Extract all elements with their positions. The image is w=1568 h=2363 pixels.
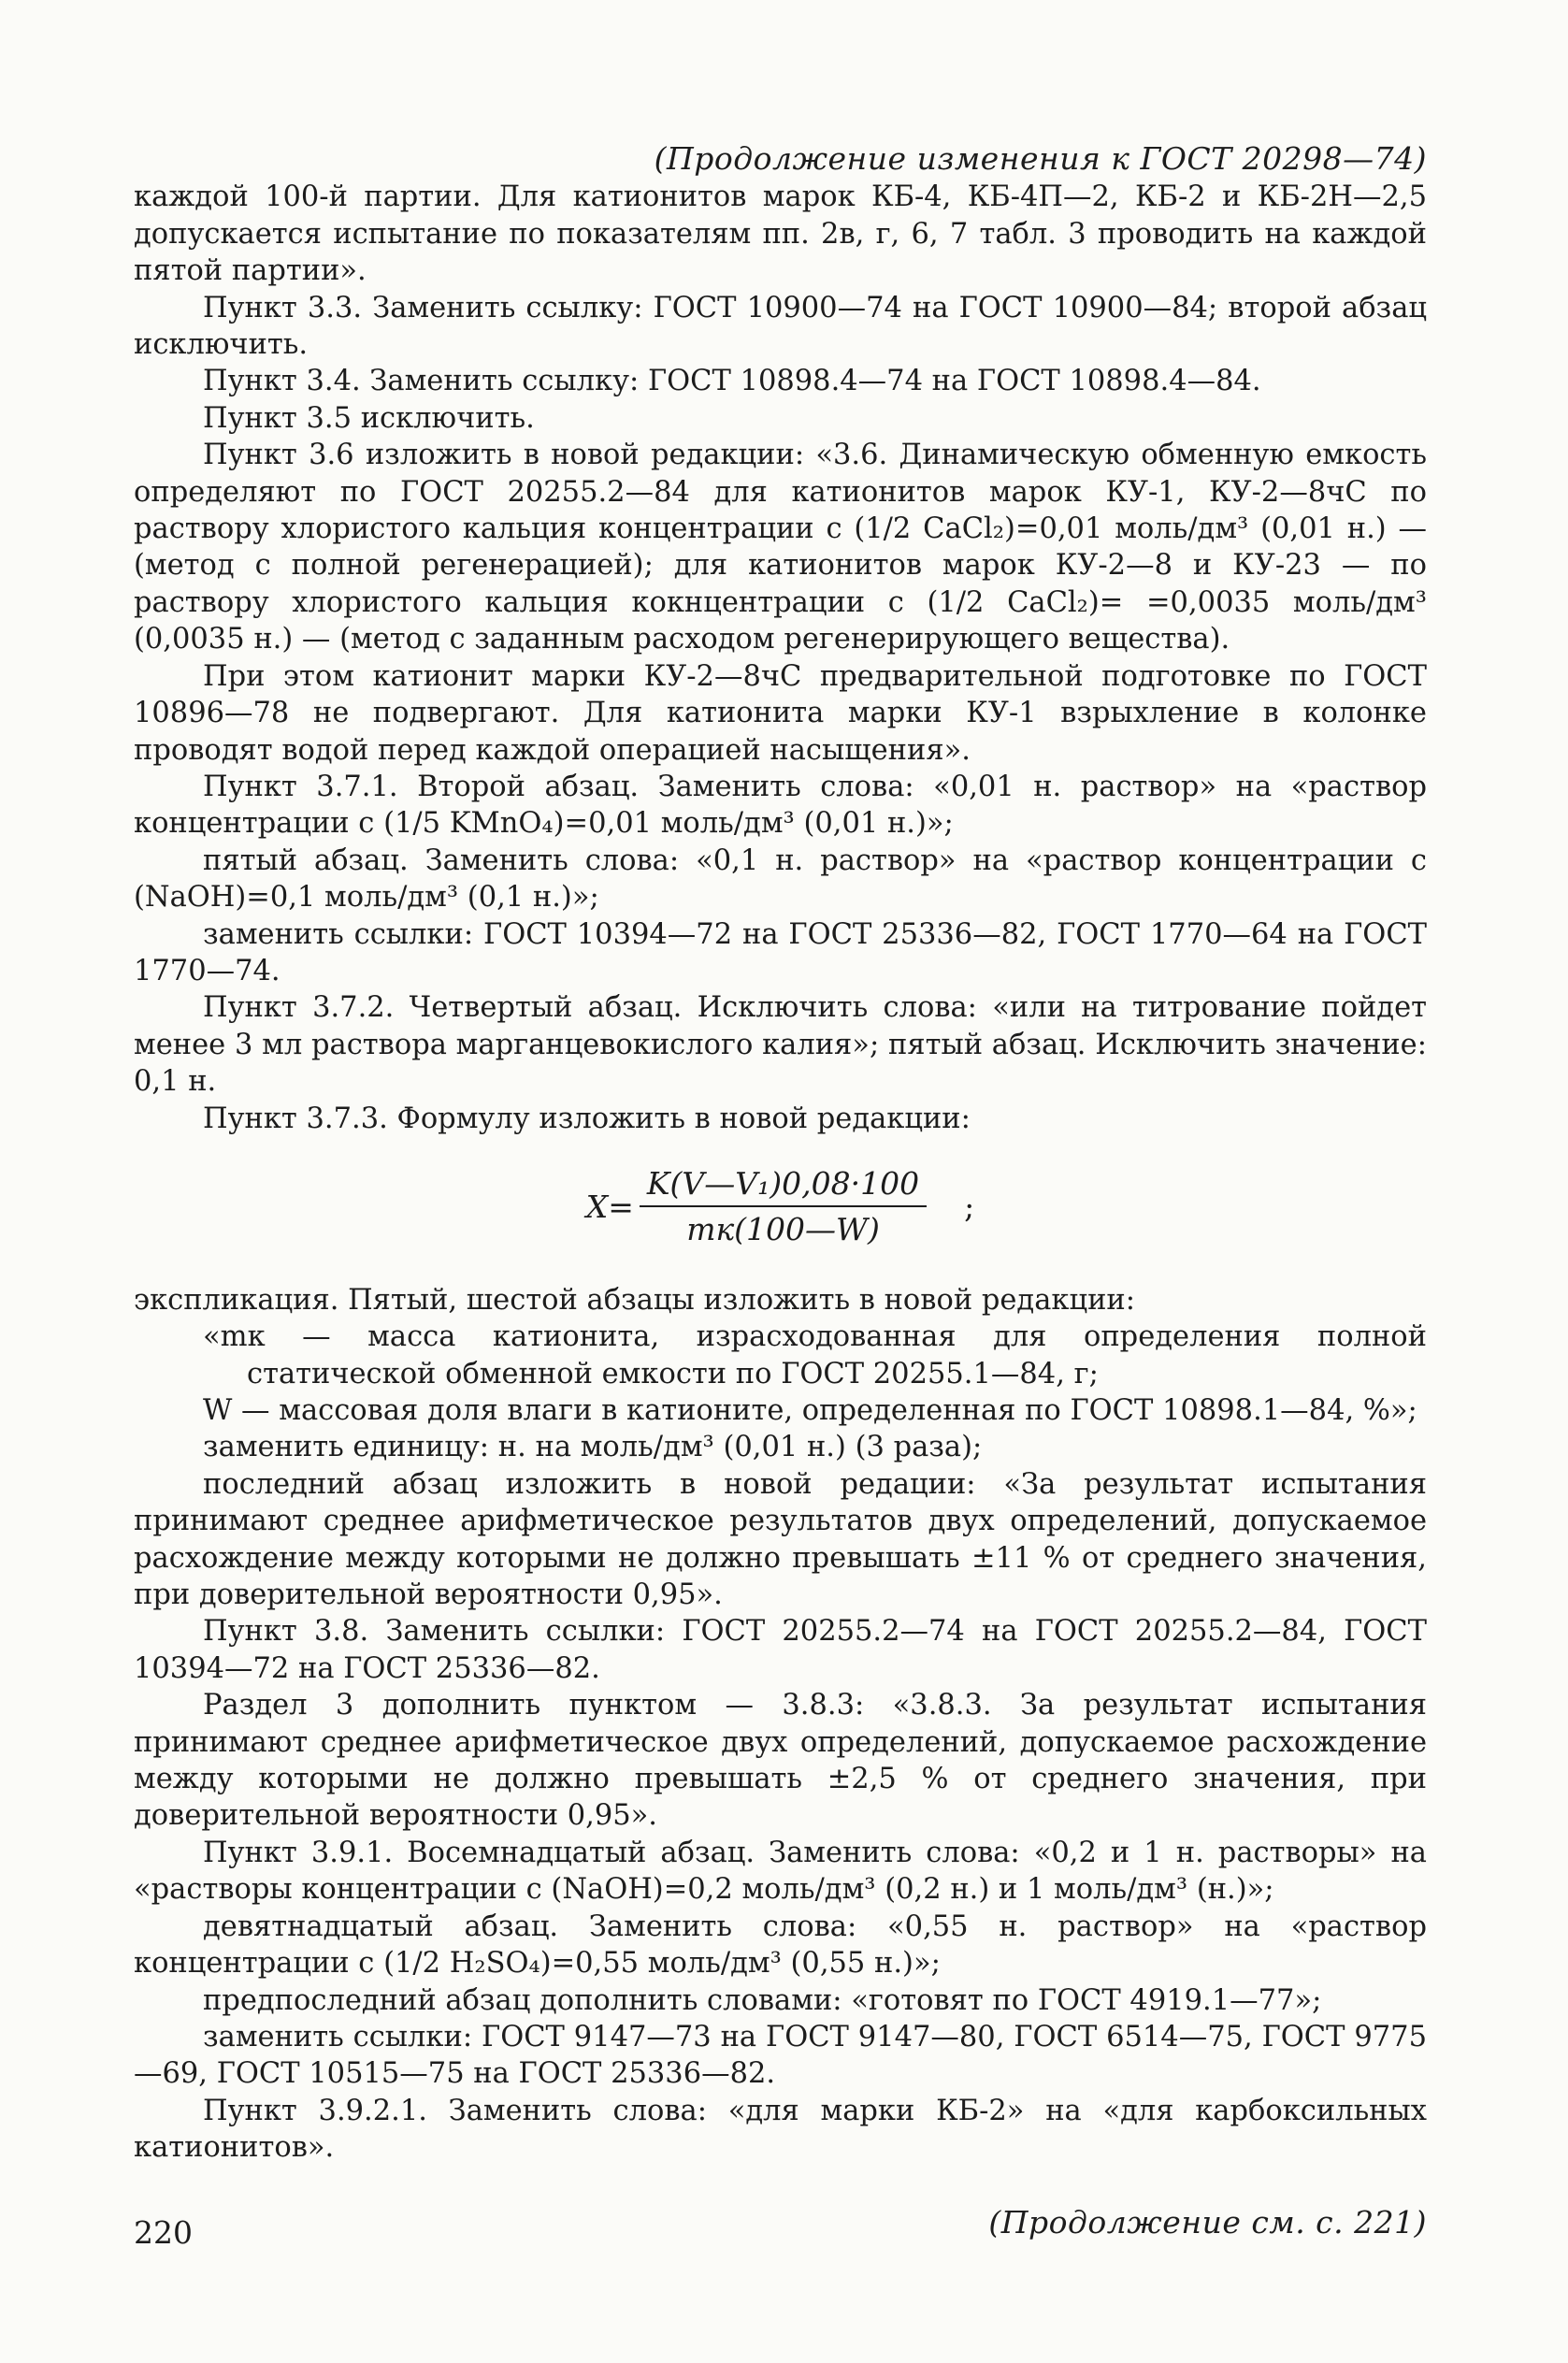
paragraph: Пункт 3.6 изложить в новой редакции: «3.6. Динамическую обменную емкость определяют по ГОСТ 20255.2—84 для катионитов марок КУ-1, КУ-2—8чС по раствору хлористого кальция концентрации с (1/2 CaCl₂)=0,01 моль/дм³ (0,01 н.) — (метод с полной регенерацией); для катионитов марок КУ-2—8 и КУ-23 — по раствору хлористого кальция кокнцентрации с (1/2 CaCl₂)= =0,0035 моль/дм³ (0,0035 н.) — (метод с заданным расходом регенерирующего вещества). bbox=[134, 439, 1427, 656]
formula-lhs: X= bbox=[585, 1188, 634, 1225]
formula-denominator: mк(100—W) bbox=[686, 1211, 880, 1248]
paragraphs-mid bbox=[134, 1282, 1427, 1318]
paragraph: заменить ссылки: ГОСТ 9147—73 на ГОСТ 9147—80, ГОСТ 6514—75, ГОСТ 9775—69, ГОСТ 10515—75 на ГОСТ 25336—82. bbox=[134, 2020, 1427, 2091]
paragraphs-top bbox=[134, 179, 1427, 1137]
paragraph: При этом катионит марки КУ-2—8чС предварительной подготовке по ГОСТ 10896—78 не подвергают. Для катионита марки КУ-1 взрыхление в колонке проводят водой перед каждой операцией насыщения». bbox=[134, 659, 1427, 767]
paragraph: Пункт 3.5 исключить. bbox=[203, 401, 535, 435]
paragraph: экспликация. Пятый, шестой абзацы изложить в новой редакции: bbox=[134, 1283, 1135, 1317]
text-column bbox=[134, 140, 1427, 2241]
definitions-list bbox=[134, 1318, 1427, 1429]
paragraph: Раздел 3 дополнить пунктом — 3.8.3: «3.8.3. За результат испытания принимают среднее арифметическое двух определений, допускаемое расхождение между которыми не должно превышать ±2,5 % от среднего значения, при доверительной вероятности 0,95». bbox=[134, 1689, 1427, 1833]
paragraph: пятый абзац. Заменить слова: «0,1 н. раствор» на «раствор концентрации с (NaOH)=0,1 моль/дм³ (0,1 н.)»; bbox=[134, 843, 1427, 915]
running-header: (Продолжение изменения к ГОСТ 20298—74) bbox=[654, 140, 1427, 177]
paragraph: Пункт 3.9.1. Восемнадцатый абзац. Заменить слова: «0,2 и 1 н. растворы» на «растворы концентрации с (NaOH)=0,2 моль/дм³ (0,2 н.) и 1 моль/дм³ (н.)»; bbox=[134, 1836, 1427, 1907]
definition-item: W — массовая доля влаги в катионите, определенная по ГОСТ 10898.1—84, %»; bbox=[203, 1394, 1417, 1427]
paragraph: девятнадцатый абзац. Заменить слова: «0,55 н. раствор» на «раствор концентрации с (1/2 H₂SO₄)=0,55 моль/дм³ (0,55 н.)»; bbox=[134, 1909, 1427, 1981]
paragraph: Пункт 3.8. Заменить ссылки: ГОСТ 20255.2—74 на ГОСТ 20255.2—84, ГОСТ 10394—72 на ГОСТ 25336—82. bbox=[134, 1615, 1427, 1685]
paragraph: Пункт 3.7.3. Формулу изложить в новой редакции: bbox=[203, 1102, 971, 1135]
paragraph: каждой 100-й партии. Для катионитов марок КБ-4, КБ-4П—2, КБ-2 и КБ-2Н—2,5 допускается испытание по показателям пп. 2в, г, 6, 7 табл. 3 проводить на каждой пятой партии». bbox=[134, 180, 1427, 288]
definition-item: «mк — масса катионита, израсходованная для определения полной статической обменной емкости по ГОСТ 20255.1—84, г; bbox=[203, 1320, 1427, 1390]
paragraph: Пункт 3.7.2. Четвертый абзац. Исключить слова: «или на титрование пойдет менее 3 мл раствора марганцевокислого калия»; пятый абзац. Исключить значение: 0,1 н. bbox=[134, 991, 1427, 1099]
paragraph: заменить единицу: н. на моль/дм³ (0,01 н.) (3 раза); bbox=[203, 1431, 983, 1464]
formula-numerator: K(V—V₁)0,08·100 bbox=[640, 1165, 927, 1207]
formula bbox=[134, 1165, 1427, 1248]
paragraphs-bottom bbox=[134, 1429, 1427, 2166]
formula-terminator: ; bbox=[964, 1188, 975, 1225]
paragraph: последний абзац изложить в новой редации: «За результат испытания принимают среднее арифметическое результатов двух определений, допускаемое расхождение между которыми не должно превышать ±11 % от среднего значения, при доверительной вероятности 0,95». bbox=[134, 1467, 1427, 1612]
paragraph: предпоследний абзац дополнить словами: «готовят по ГОСТ 4919.1—77»; bbox=[203, 1983, 1322, 2017]
paragraph: Пункт 3.7.1. Второй абзац. Заменить слова: «0,01 н. раствор» на «раствор концентрации с (1/5 KMnO₄)=0,01 моль/дм³ (0,01 н.)»; bbox=[134, 770, 1427, 841]
page-number: 220 bbox=[134, 2214, 193, 2251]
paragraph: Пункт 3.9.2.1. Заменить слова: «для марки КБ-2» на «для карбоксильных катионитов». bbox=[134, 2094, 1427, 2165]
continuation-note: (Продолжение см. с. 221) bbox=[988, 2203, 1427, 2241]
paragraph: заменить ссылки: ГОСТ 10394—72 на ГОСТ 25336—82, ГОСТ 1770—64 на ГОСТ 1770—74. bbox=[134, 917, 1427, 987]
paragraph: Пункт 3.4. Заменить ссылку: ГОСТ 10898.4—74 на ГОСТ 10898.4—84. bbox=[203, 365, 1261, 398]
paragraph: Пункт 3.3. Заменить ссылку: ГОСТ 10900—74 на ГОСТ 10900—84; второй абзац исключить. bbox=[134, 291, 1427, 362]
formula-fraction bbox=[640, 1165, 927, 1248]
